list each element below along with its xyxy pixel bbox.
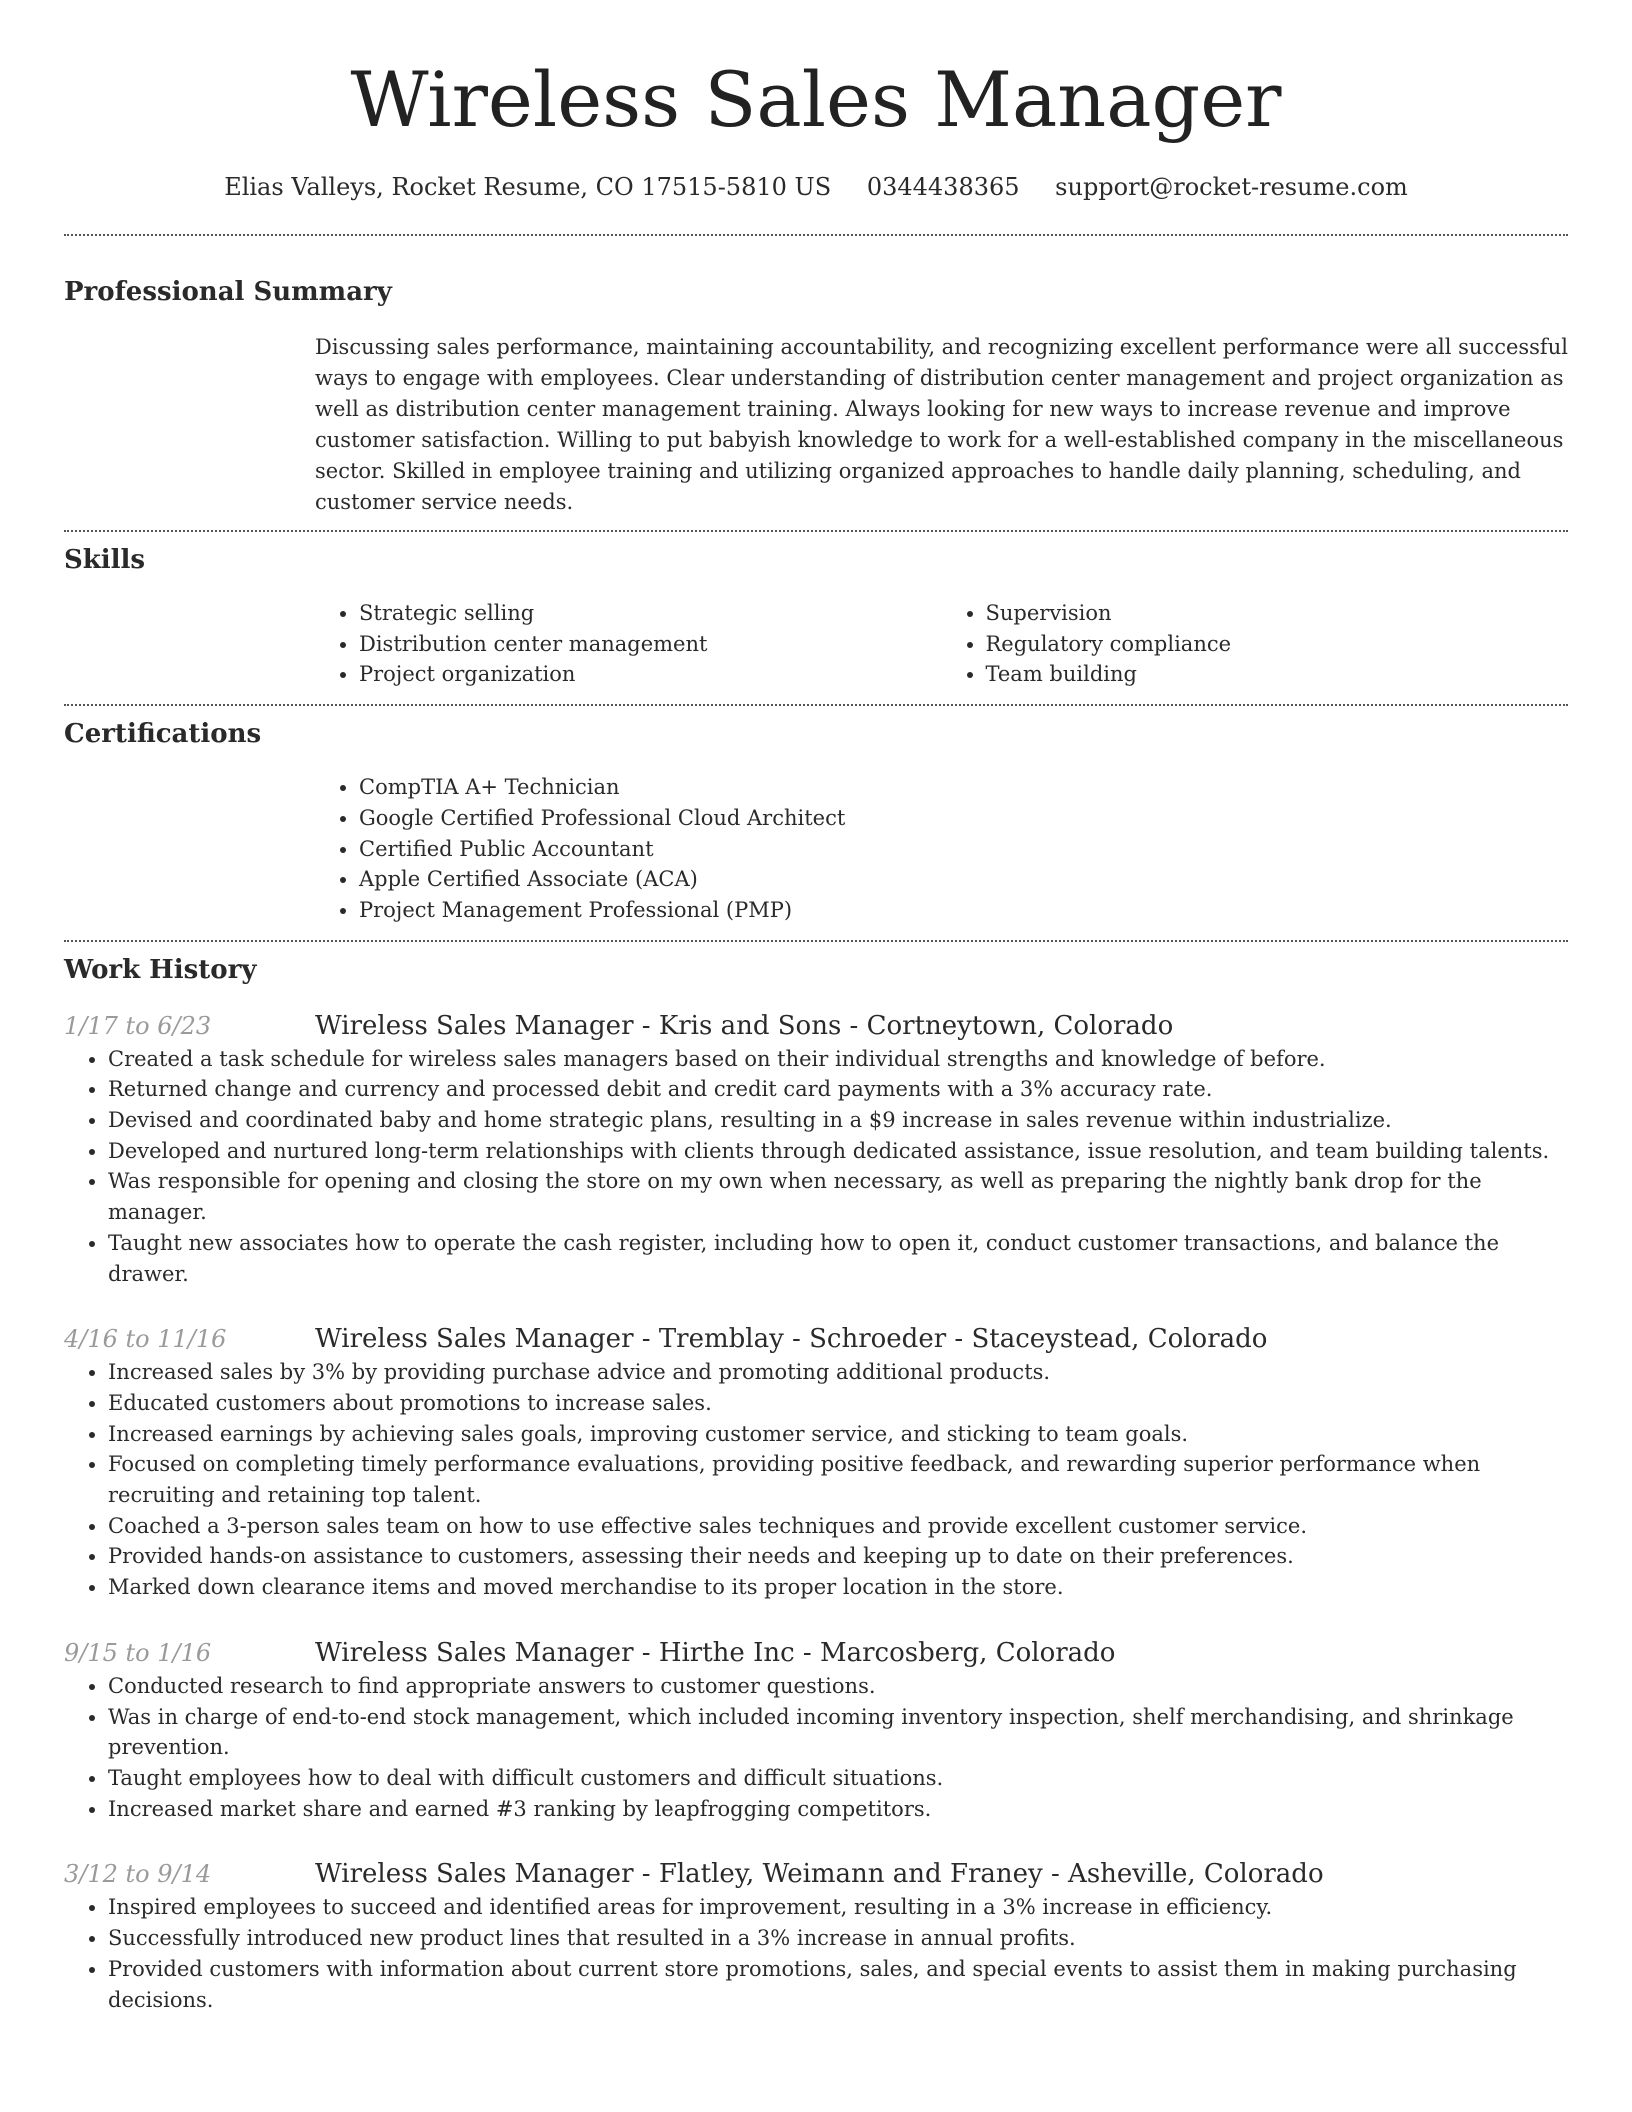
section-title-summary: Professional Summary <box>64 277 392 307</box>
certification-item: • Apple Certified Associate (ACA) <box>359 864 1568 895</box>
contact-address: Elias Valleys, Rocket Resume, CO 17515-5810 US <box>224 173 832 201</box>
divider <box>64 530 1568 532</box>
job-bullet: • Provided hands-on assistance to customers, assessing their needs and keeping up to date on their preferences. <box>108 1541 1568 1572</box>
divider <box>64 704 1568 706</box>
job-dates: 1/17 to 6/23 <box>64 1011 212 1040</box>
job-dates: 4/16 to 11/16 <box>64 1325 227 1354</box>
job-bullet: • Increased earnings by achieving sales goals, improving customer service, and sticking to team goals. <box>108 1419 1568 1450</box>
divider <box>64 940 1568 942</box>
divider <box>64 234 1568 236</box>
job-bullet: • Increased market share and earned #3 ranking by leapfrogging competitors. <box>108 1794 1568 1825</box>
certification-item: • CompTIA A+ Technician <box>359 772 1568 803</box>
skill-item: • Regulatory compliance <box>986 629 1569 660</box>
job-bullet: • Taught employees how to deal with difficult customers and difficult situations. <box>108 1763 1568 1794</box>
job-bullet: • Returned change and currency and processed debit and credit card payments with a 3% accuracy rate. <box>108 1074 1568 1105</box>
skill-item: • Strategic selling <box>359 598 942 629</box>
job-entry <box>64 1008 1568 1290</box>
section-title-certifications: Certifications <box>64 719 262 750</box>
job-entry <box>64 1321 1568 1603</box>
contact-line <box>64 170 1568 204</box>
summary-text: Discussing sales performance, maintaining accountability, and recognizing excellent performance were all successful ways to engage with employees. Clear understanding of distribution center management and project organization as well as distribution center management training. Always looking for new ways to increase revenue and improve customer satisfaction. Willing to put babyish knowledge to work for a well-established company in the miscellaneous sector. Skilled in employee training and utilizing organized approaches to handle daily planning, scheduling, and customer service needs. <box>315 335 1568 514</box>
job-bullet: • Devised and coordinated baby and home strategic plans, resulting in a $9 increase in sales revenue within industrialize. <box>108 1105 1568 1136</box>
section-title-work-history: Work History <box>64 954 257 985</box>
skill-item: • Distribution center management <box>359 629 942 660</box>
skills-list <box>315 598 1568 690</box>
job-entry <box>64 1856 1568 2015</box>
job-dates: 9/15 to 1/16 <box>64 1638 212 1667</box>
certification-item: • Google Certified Professional Cloud Architect <box>359 803 1568 834</box>
job-bullet: • Increased sales by 3% by providing purchase advice and promoting additional products. <box>108 1357 1568 1388</box>
job-bullet: • Was responsible for opening and closing the store on my own when necessary, as well as preparing the nightly bank drop for the manager. <box>108 1166 1568 1227</box>
job-entry <box>64 1635 1568 1825</box>
job-heading: Wireless Sales Manager - Hirthe Inc - Marcosberg, Colorado <box>315 1637 1116 1668</box>
job-bullet: • Was in charge of end-to-end stock management, which included incoming inventory inspection, shelf merchandising, and shrinkage prevention. <box>108 1702 1568 1763</box>
certifications-list <box>315 772 1568 926</box>
skill-item: • Team building <box>986 659 1569 690</box>
job-bullet: • Taught new associates how to operate the cash register, including how to open it, conduct customer transactions, and balance the drawer. <box>108 1228 1568 1289</box>
job-bullet: • Developed and nurtured long-term relationships with clients through dedicated assistance, issue resolution, and team building talents. <box>108 1136 1568 1167</box>
job-heading: Wireless Sales Manager - Flatley, Weimann and Franey - Asheville, Colorado <box>315 1859 1324 1890</box>
job-bullet: • Focused on completing timely performance evaluations, providing positive feedback, and rewarding superior performance when recruiting and retaining top talent. <box>108 1449 1568 1510</box>
skills-column-right <box>942 598 1569 690</box>
skill-item: • Supervision <box>986 598 1569 629</box>
job-heading: Wireless Sales Manager - Kris and Sons - Cortneytown, Colorado <box>315 1010 1174 1041</box>
job-bullets <box>64 1892 1568 2015</box>
contact-email[interactable]: support@rocket-resume.com <box>1055 173 1408 201</box>
job-bullet: • Conducted research to find appropriate answers to customer questions. <box>108 1671 1568 1702</box>
job-bullets <box>64 1044 1568 1290</box>
contact-phone: 0344438365 <box>866 173 1020 201</box>
resume-title: Wireless Sales Manager <box>350 55 1282 144</box>
certification-item: • Certified Public Accountant <box>359 834 1568 865</box>
job-bullet: • Inspired employees to succeed and identified areas for improvement, resulting in a 3% increase in efficiency. <box>108 1892 1568 1923</box>
section-title-skills: Skills <box>64 545 146 575</box>
certification-item: • Project Management Professional (PMP) <box>359 895 1568 926</box>
job-bullet: • Marked down clearance items and moved merchandise to its proper location in the store. <box>108 1572 1568 1603</box>
job-bullet: • Educated customers about promotions to increase sales. <box>108 1388 1568 1419</box>
job-bullet: • Created a task schedule for wireless sales managers based on their individual strengths and knowledge of before. <box>108 1044 1568 1075</box>
job-bullet: • Provided customers with information about current store promotions, sales, and special events to assist them in making purchasing decisions. <box>108 1954 1568 2015</box>
job-heading: Wireless Sales Manager - Tremblay - Schroeder - Staceystead, Colorado <box>315 1324 1268 1355</box>
skill-item: • Project organization <box>359 659 942 690</box>
job-bullet: • Coached a 3-person sales team on how to use effective sales techniques and provide excellent customer service. <box>108 1511 1568 1542</box>
skills-column-left <box>315 598 942 690</box>
job-dates: 3/12 to 9/14 <box>64 1860 212 1889</box>
job-bullets <box>64 1671 1568 1825</box>
job-bullets <box>64 1357 1568 1603</box>
job-bullet: • Successfully introduced new product lines that resulted in a 3% increase in annual profits. <box>108 1923 1568 1954</box>
